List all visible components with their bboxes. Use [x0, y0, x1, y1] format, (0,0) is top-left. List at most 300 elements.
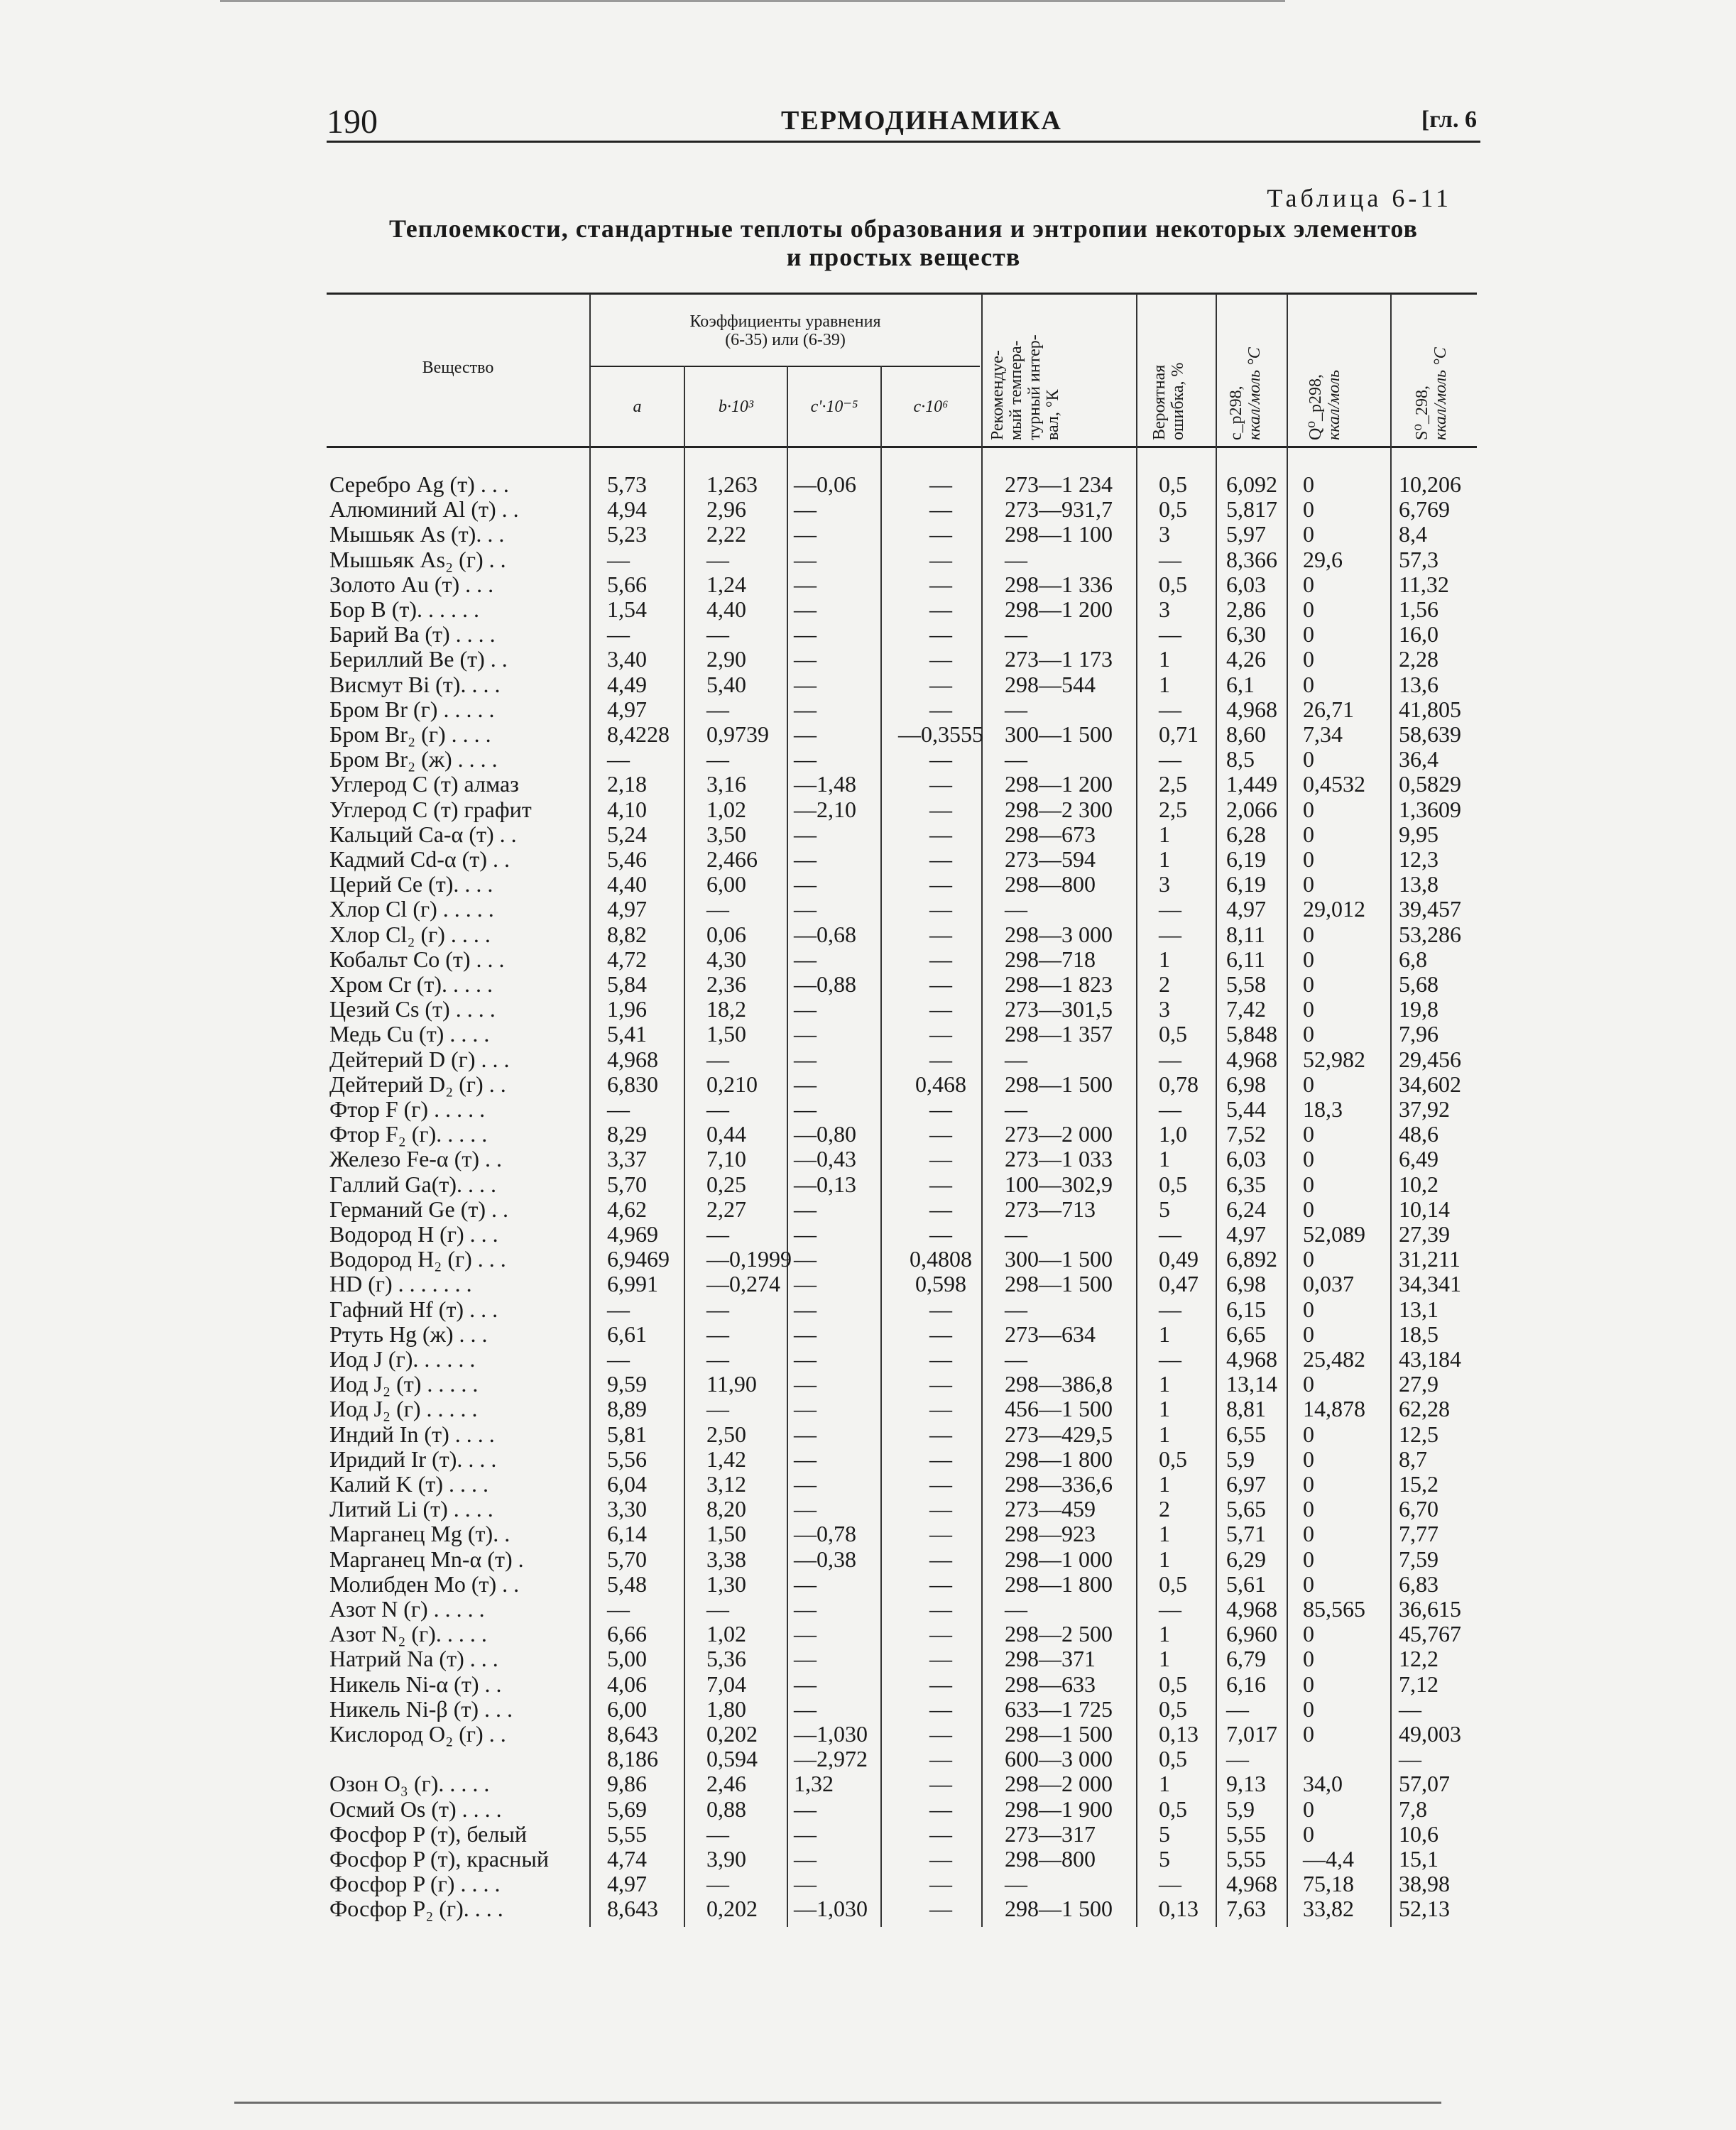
cell-s: 62,28 — [1399, 1396, 1450, 1421]
cell-cp: 6,03 — [1226, 572, 1266, 597]
cell-b: 0,44 — [706, 1121, 746, 1147]
cell-err: 1 — [1159, 1421, 1170, 1447]
header-coefficients: Коэффициенты уравнения — [689, 312, 881, 331]
cell-a: 4,10 — [607, 797, 647, 822]
cell-t: 298—336,6 — [1005, 1471, 1113, 1497]
cell-c1: — — [794, 697, 817, 722]
cell-a: 4,49 — [607, 672, 647, 697]
cell-b: — — [706, 1221, 729, 1247]
cell-b: 6,00 — [706, 871, 746, 897]
cell-a: 6,61 — [607, 1321, 647, 1347]
cell-t: 633—1 725 — [1005, 1696, 1113, 1722]
cell-q: 0 — [1303, 1521, 1314, 1546]
cell-err: — — [1159, 621, 1181, 647]
cell-b: 3,50 — [706, 821, 746, 847]
cell-c: — — [929, 547, 952, 572]
cell-q: 0 — [1303, 996, 1314, 1022]
cell-c: — — [929, 1846, 952, 1872]
cell-a: 6,991 — [607, 1271, 658, 1296]
cell-err: — — [1159, 1096, 1181, 1122]
cell-t: 273—459 — [1005, 1496, 1096, 1522]
cell-s: 57,07 — [1399, 1771, 1450, 1796]
cell-a: 5,66 — [607, 572, 647, 597]
cell-s: 34,341 — [1399, 1271, 1461, 1296]
cell-q: 0 — [1303, 1121, 1314, 1147]
cell-err: 0,71 — [1159, 721, 1199, 747]
cell-cp: 4,97 — [1226, 1221, 1266, 1247]
cell-s: 0,5829 — [1399, 771, 1461, 797]
cell-c1: — — [794, 1421, 817, 1447]
cell-t: 300—1 500 — [1005, 1246, 1113, 1272]
cell-a: 2,18 — [607, 771, 647, 797]
chapter-ref: [гл. 6 — [1421, 106, 1477, 133]
cell-cp: 6,98 — [1226, 1271, 1266, 1296]
cell-s: 6,83 — [1399, 1571, 1439, 1597]
cell-name: Никель Ni-α (т) . . — [329, 1671, 502, 1697]
cell-cp: 6,03 — [1226, 1146, 1266, 1172]
cell-s: 9,95 — [1399, 821, 1439, 847]
cell-err: — — [1159, 697, 1181, 722]
cell-q: 0 — [1303, 971, 1314, 997]
col-divider-b — [684, 366, 685, 1927]
cell-t: 298—2 000 — [1005, 1771, 1113, 1796]
cell-name: Медь Cu (т) . . . . — [329, 1021, 490, 1047]
cell-cp: 6,24 — [1226, 1196, 1266, 1222]
cell-t: 273—1 173 — [1005, 646, 1113, 672]
cell-name: Германий Ge (т) . . — [329, 1196, 508, 1222]
cell-c1: — — [794, 1221, 817, 1247]
cell-err: 0,5 — [1159, 1021, 1187, 1047]
cell-c: — — [929, 1146, 952, 1172]
cell-s: 8,7 — [1399, 1446, 1427, 1472]
cell-c1: — — [794, 1196, 817, 1222]
cell-b: — — [706, 547, 729, 572]
cell-err: 1 — [1159, 1771, 1170, 1796]
cell-a: 6,9469 — [607, 1246, 670, 1272]
cell-err: 1 — [1159, 1646, 1170, 1671]
cell-a: 4,968 — [607, 1047, 658, 1072]
cell-name: Озон O₃ (г). . . . . — [329, 1771, 490, 1796]
cell-s: 53,286 — [1399, 922, 1461, 947]
cell-a: 5,46 — [607, 846, 647, 872]
cell-t: 600—3 000 — [1005, 1746, 1113, 1771]
cell-c: — — [929, 1546, 952, 1572]
cell-a: — — [607, 621, 630, 647]
cell-c: — — [929, 946, 952, 972]
running-head — [327, 98, 1477, 141]
cell-q: 0 — [1303, 797, 1314, 822]
cell-b: — — [706, 1096, 729, 1122]
cell-cp: 6,55 — [1226, 1421, 1266, 1447]
cell-q: 0 — [1303, 1721, 1314, 1747]
cell-s: 43,184 — [1399, 1346, 1461, 1372]
cell-name: Бор B (т). . . . . . — [329, 596, 480, 622]
cell-a: 5,81 — [607, 1421, 647, 1447]
cell-s: 6,70 — [1399, 1496, 1439, 1522]
cell-cp: 5,9 — [1226, 1446, 1255, 1472]
cell-cp: 5,58 — [1226, 971, 1266, 997]
cell-c: — — [929, 496, 952, 522]
cell-c: — — [929, 471, 952, 497]
cell-c1: — — [794, 821, 817, 847]
cell-a: 5,23 — [607, 521, 647, 547]
cell-t: 298—1 500 — [1005, 1721, 1113, 1747]
cell-t: 298—386,8 — [1005, 1371, 1113, 1397]
cell-c: — — [929, 797, 952, 822]
cell-c: — — [929, 1596, 952, 1622]
col-divider-cp — [1216, 294, 1217, 1927]
cell-c1: — — [794, 496, 817, 522]
cell-b: 1,02 — [706, 1621, 746, 1646]
cell-b: — — [706, 1321, 729, 1347]
cell-s: 34,602 — [1399, 1071, 1461, 1097]
cell-name: Дейтерий D₂ (г) . . — [329, 1071, 506, 1097]
cell-b: — — [706, 746, 729, 772]
header-s: S⁰_298, ккал/моль °С — [1413, 347, 1450, 440]
cell-c1: — — [794, 1071, 817, 1097]
cell-name: Цезий Cs (т) . . . . — [329, 996, 496, 1022]
cell-c: — — [929, 922, 952, 947]
cell-t: 298—2 500 — [1005, 1621, 1113, 1646]
cell-err: 1,0 — [1159, 1121, 1187, 1147]
cell-a: — — [607, 746, 630, 772]
cell-a: 8,643 — [607, 1721, 658, 1747]
cell-q: 34,0 — [1303, 1771, 1343, 1796]
cell-q: 0 — [1303, 846, 1314, 872]
header-a: a — [633, 398, 642, 416]
cell-c1: — — [794, 1371, 817, 1397]
cell-cp: 6,19 — [1226, 846, 1266, 872]
cell-a: 5,00 — [607, 1646, 647, 1671]
cell-err: 1 — [1159, 846, 1170, 872]
cell-cp: 7,63 — [1226, 1896, 1266, 1921]
cell-q: 0 — [1303, 1172, 1314, 1197]
cell-b: — — [706, 1047, 729, 1072]
cell-c1: — — [794, 1821, 817, 1847]
cell-err: 2,5 — [1159, 771, 1187, 797]
cell-cp: 8,60 — [1226, 721, 1266, 747]
cell-c: — — [929, 1746, 952, 1771]
cell-err: 0,5 — [1159, 1696, 1187, 1722]
cell-a: 4,969 — [607, 1221, 658, 1247]
cell-c1: —1,030 — [794, 1721, 868, 1747]
cell-name: Хлор Cl (г) . . . . . — [329, 896, 494, 922]
col-divider-c1 — [787, 366, 788, 1927]
cell-t: 298—718 — [1005, 946, 1096, 972]
cell-t: 298—1 500 — [1005, 1896, 1113, 1921]
cell-q: 0 — [1303, 1071, 1314, 1097]
cell-a: 8,4228 — [607, 721, 670, 747]
cell-q: 0,037 — [1303, 1271, 1354, 1296]
cell-t: — — [1005, 896, 1027, 922]
cell-b: — — [706, 1396, 729, 1421]
cell-cp: 8,11 — [1226, 922, 1265, 947]
cell-q: 0 — [1303, 1296, 1314, 1322]
cell-err: 0,5 — [1159, 1746, 1187, 1771]
cell-cp: 2,066 — [1226, 797, 1277, 822]
cell-err: 0,5 — [1159, 1172, 1187, 1197]
cell-cp: 6,30 — [1226, 621, 1266, 647]
cell-name: Калий K (т) . . . . — [329, 1471, 489, 1497]
cell-b: 2,27 — [706, 1196, 746, 1222]
cell-c1: —1,030 — [794, 1896, 868, 1921]
cell-b: 2,22 — [706, 521, 746, 547]
cell-c1: — — [794, 521, 817, 547]
cell-err: 2,5 — [1159, 797, 1187, 822]
cell-t: 456—1 500 — [1005, 1396, 1113, 1421]
cell-cp: 6,28 — [1226, 821, 1266, 847]
cell-s: 7,12 — [1399, 1671, 1439, 1697]
cell-b: 2,90 — [706, 646, 746, 672]
cell-cp: 9,13 — [1226, 1771, 1266, 1796]
cell-t: 298—1 200 — [1005, 771, 1113, 797]
header-coefficients-sub: (6-35) или (6-39) — [725, 331, 846, 349]
cell-c1: 1,32 — [794, 1771, 834, 1796]
cell-cp: 8,5 — [1226, 746, 1255, 772]
cell-cp: 7,017 — [1226, 1721, 1277, 1747]
cell-a: 5,48 — [607, 1571, 647, 1597]
cell-b: 4,40 — [706, 596, 746, 622]
cell-q: 0 — [1303, 1371, 1314, 1397]
cell-name: Фосфор P (т), красный — [329, 1846, 550, 1872]
cell-b: 7,04 — [706, 1671, 746, 1697]
cell-b: —0,1999 — [706, 1246, 792, 1272]
cell-c: — — [929, 996, 952, 1022]
cell-a: 3,30 — [607, 1496, 647, 1522]
cell-c1: —0,78 — [794, 1521, 856, 1546]
cell-a: 5,56 — [607, 1446, 647, 1472]
cell-c1: — — [794, 871, 817, 897]
cell-c: — — [929, 1421, 952, 1447]
cell-b: — — [706, 1296, 729, 1322]
cell-err: 0,49 — [1159, 1246, 1199, 1272]
cell-c1: —0,38 — [794, 1546, 856, 1572]
cell-err: 0,13 — [1159, 1721, 1199, 1747]
cell-c1: —0,13 — [794, 1172, 856, 1197]
cell-s: 27,39 — [1399, 1221, 1450, 1247]
cell-t: 298—544 — [1005, 672, 1096, 697]
cell-q: 26,71 — [1303, 697, 1354, 722]
cell-c1: —2,972 — [794, 1746, 868, 1771]
cell-a: 4,97 — [607, 1871, 647, 1896]
cell-s: 36,4 — [1399, 746, 1439, 772]
cell-name: Углерод C (т) алмаз — [329, 771, 519, 797]
cell-q: 0 — [1303, 1571, 1314, 1597]
col-divider-a — [589, 294, 591, 1927]
cell-s: 10,2 — [1399, 1172, 1439, 1197]
cell-cp: 6,79 — [1226, 1646, 1266, 1671]
cell-t: 273—594 — [1005, 846, 1096, 872]
cell-b: 0,210 — [706, 1071, 758, 1097]
cell-t: 273—931,7 — [1005, 496, 1113, 522]
cell-c1: — — [794, 1396, 817, 1421]
table-label: Таблица 6-11 — [1267, 184, 1452, 212]
cell-s: 39,457 — [1399, 896, 1461, 922]
cell-c: — — [929, 1721, 952, 1747]
cell-q: 0 — [1303, 922, 1314, 947]
cell-c1: — — [794, 672, 817, 697]
header-temp-range: Рекомендуе- мый темпера- турный интер- вал, °К — [988, 334, 1062, 440]
cell-s: 1,56 — [1399, 596, 1439, 622]
cell-q: 29,6 — [1303, 547, 1343, 572]
col-divider-err — [1136, 294, 1137, 1927]
cell-c: — — [929, 621, 952, 647]
cell-a: 8,186 — [607, 1746, 658, 1771]
cell-s: 7,8 — [1399, 1796, 1427, 1822]
cell-name: Бром Br₂ (г) . . . . — [329, 721, 491, 747]
cell-c: — — [929, 846, 952, 872]
cell-q: 0 — [1303, 1446, 1314, 1472]
cell-t: 300—1 500 — [1005, 721, 1113, 747]
cell-cp: 4,968 — [1226, 1871, 1277, 1896]
cell-s: — — [1399, 1696, 1421, 1722]
cell-b: 1,30 — [706, 1571, 746, 1597]
cell-name: Хлор Cl₂ (г) . . . . — [329, 922, 491, 947]
cell-name: Хром Cr (т). . . . . — [329, 971, 493, 997]
cell-s: 31,211 — [1399, 1246, 1461, 1272]
cell-t: 298—371 — [1005, 1646, 1096, 1671]
cell-t: — — [1005, 746, 1027, 772]
cell-s: 10,14 — [1399, 1196, 1450, 1222]
cell-c1: — — [794, 1271, 817, 1296]
caption-line-2: и простых веществ — [786, 243, 1021, 271]
cell-q: 0 — [1303, 572, 1314, 597]
caption-line-1: Теплоемкости, стандартные теплоты образования и энтропии некоторых элементов — [389, 214, 1418, 243]
cell-err: 1 — [1159, 1521, 1170, 1546]
cell-t: 298—1 200 — [1005, 596, 1113, 622]
cell-c1: — — [794, 746, 817, 772]
cell-b: 4,30 — [706, 946, 746, 972]
cell-b: 0,594 — [706, 1746, 758, 1771]
cell-err: 0,47 — [1159, 1271, 1199, 1296]
cell-c: — — [929, 1296, 952, 1322]
cell-cp: 4,968 — [1226, 1596, 1277, 1622]
cell-c: — — [929, 646, 952, 672]
cell-name: Марганец Mn-α (т) . — [329, 1546, 524, 1572]
cell-c1: — — [794, 596, 817, 622]
cell-s: 13,6 — [1399, 672, 1439, 697]
cell-name: HD (г) . . . . . . . — [329, 1271, 472, 1296]
table-top-rule — [327, 293, 1477, 295]
cell-c1: —1,48 — [794, 771, 856, 797]
cell-s: 16,0 — [1399, 621, 1439, 647]
cell-c: — — [929, 1696, 952, 1722]
cell-c: — — [929, 1121, 952, 1147]
cell-b: — — [706, 697, 729, 722]
cell-name: Золото Au (т) . . . — [329, 572, 494, 597]
cell-name: Серебро Ag (т) . . . — [329, 471, 509, 497]
cell-c: — — [929, 1621, 952, 1646]
cell-q: —4,4 — [1303, 1846, 1354, 1872]
header-b: b·10³ — [718, 398, 754, 416]
cell-c: — — [929, 1796, 952, 1822]
cell-cp: 4,26 — [1226, 646, 1266, 672]
cell-err: 5 — [1159, 1196, 1170, 1222]
cell-b: 0,202 — [706, 1721, 758, 1747]
cell-err: 3 — [1159, 521, 1170, 547]
cell-c: — — [929, 1821, 952, 1847]
cell-cp: 6,65 — [1226, 1321, 1266, 1347]
cell-cp: 5,65 — [1226, 1496, 1266, 1522]
cell-t: 298—1 823 — [1005, 971, 1113, 997]
cell-a: 4,72 — [607, 946, 647, 972]
cell-t: 298—1 800 — [1005, 1571, 1113, 1597]
cell-cp: 5,97 — [1226, 521, 1266, 547]
cell-err: — — [1159, 746, 1181, 772]
cell-name: Галлий Ga(т). . . . — [329, 1172, 496, 1197]
cell-err: — — [1159, 1346, 1181, 1372]
header-rule — [327, 141, 1480, 143]
cell-name: Азот N (г) . . . . . — [329, 1596, 485, 1622]
cell-a: — — [607, 1596, 630, 1622]
cell-q: 52,089 — [1303, 1221, 1365, 1247]
cell-s: 7,96 — [1399, 1021, 1439, 1047]
cell-c1: — — [794, 1596, 817, 1622]
cell-t: 298—1 800 — [1005, 1446, 1113, 1472]
cell-b: 1,263 — [706, 471, 758, 497]
cell-b: 2,46 — [706, 1771, 746, 1796]
cell-a: 8,643 — [607, 1896, 658, 1921]
cell-cp: 5,44 — [1226, 1096, 1266, 1122]
cell-err: — — [1159, 1596, 1181, 1622]
cell-c: — — [929, 1446, 952, 1472]
cell-c: — — [929, 1096, 952, 1122]
cell-a: 4,74 — [607, 1846, 647, 1872]
cell-cp: 5,71 — [1226, 1521, 1266, 1546]
cell-c: —0,3555 — [898, 721, 983, 747]
cell-cp: 5,9 — [1226, 1796, 1255, 1822]
cell-a: 9,86 — [607, 1771, 647, 1796]
cell-t: 273—429,5 — [1005, 1421, 1113, 1447]
cell-err: 1 — [1159, 646, 1170, 672]
cell-c1: — — [794, 996, 817, 1022]
cell-c: — — [929, 1496, 952, 1522]
cell-cp: 6,35 — [1226, 1172, 1266, 1197]
cell-err: 1 — [1159, 672, 1170, 697]
cell-s: 48,6 — [1399, 1121, 1439, 1147]
cell-c1: — — [794, 1846, 817, 1872]
cell-s: 18,5 — [1399, 1321, 1439, 1347]
cell-s: 6,769 — [1399, 496, 1450, 522]
cell-q: 0 — [1303, 746, 1314, 772]
cell-c1: — — [794, 1696, 817, 1722]
cell-err: — — [1159, 1296, 1181, 1322]
cell-a: 4,97 — [607, 896, 647, 922]
cell-s: 6,49 — [1399, 1146, 1439, 1172]
cell-err: 5 — [1159, 1846, 1170, 1872]
cell-cp: 4,97 — [1226, 896, 1266, 922]
cell-c: — — [929, 1221, 952, 1247]
cell-b: 1,24 — [706, 572, 746, 597]
cell-s: 58,639 — [1399, 721, 1461, 747]
header-q: Q⁰_p298, ккал/моль — [1306, 369, 1343, 440]
cell-c1: —0,68 — [794, 922, 856, 947]
cell-cp: 1,449 — [1226, 771, 1277, 797]
cell-a: — — [607, 1096, 630, 1122]
cell-name: Железо Fe-α (т) . . — [329, 1146, 502, 1172]
cell-t: 298—923 — [1005, 1521, 1096, 1546]
cell-name: Натрий Na (т) . . . — [329, 1646, 498, 1671]
cell-name: Кислород O₂ (г) . . — [329, 1721, 506, 1747]
cell-t: — — [1005, 697, 1027, 722]
cell-q: 0 — [1303, 871, 1314, 897]
cell-s: 5,68 — [1399, 971, 1439, 997]
cell-q: 0 — [1303, 1796, 1314, 1822]
cell-name: Дейтерий D (г) . . . — [329, 1047, 510, 1072]
cell-q: 14,878 — [1303, 1396, 1365, 1421]
cell-c: — — [929, 1021, 952, 1047]
cell-cp: 13,14 — [1226, 1371, 1277, 1397]
